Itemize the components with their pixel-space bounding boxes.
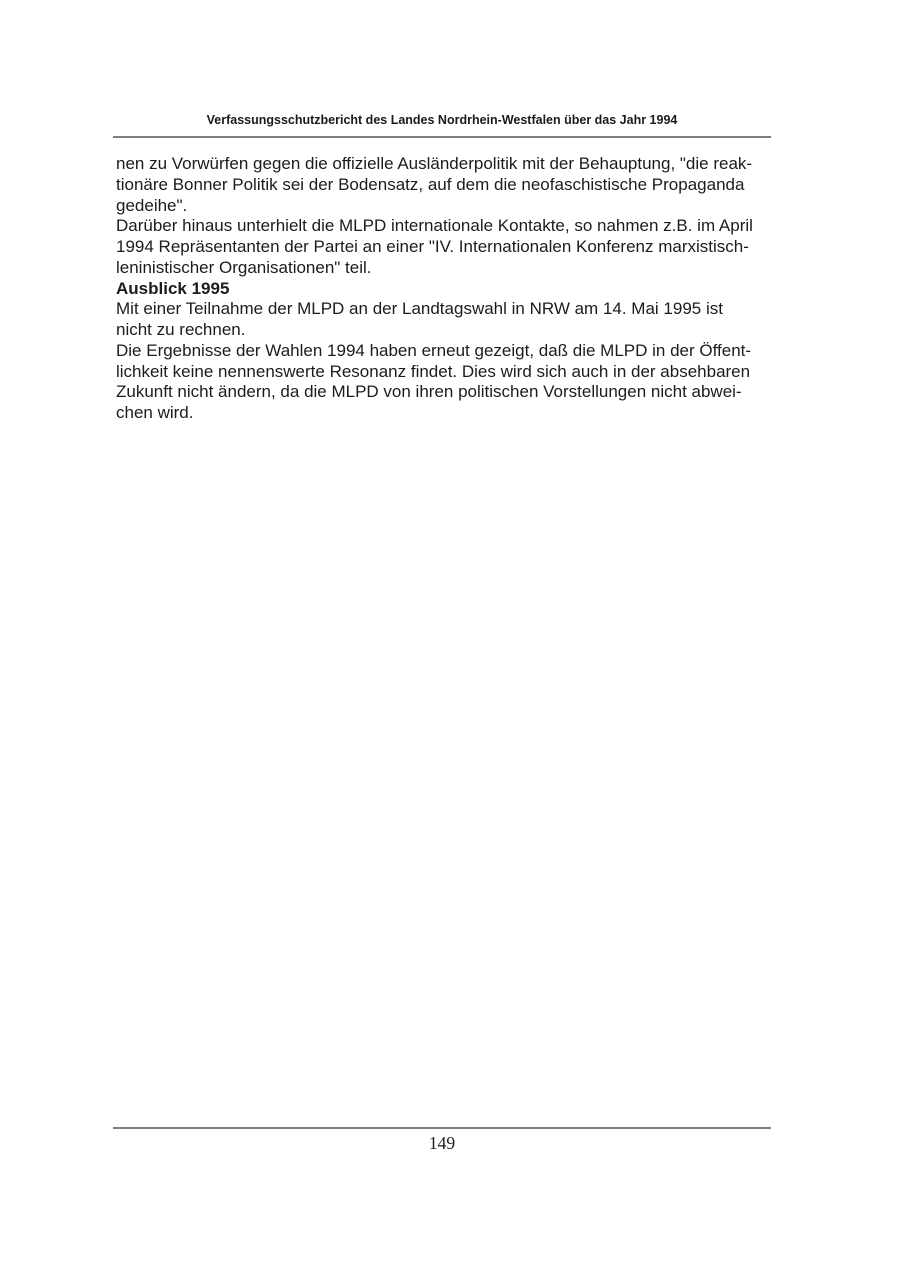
footer-rule bbox=[113, 1127, 771, 1129]
text-line: gedeihe". bbox=[116, 195, 188, 215]
text-line: Zukunft nicht ändern, da die MLPD von ihren politischen Vorstellungen nicht abwei- bbox=[116, 382, 742, 402]
text-line: chen wird. bbox=[116, 403, 194, 422]
page-number: 149 bbox=[428, 1133, 456, 1153]
body-text bbox=[116, 154, 786, 424]
text-line: Darüber hinaus unterhielt die MLPD internationale Kontakte, so nahmen z.B. im April bbox=[116, 216, 753, 236]
text-line: tionäre Bonner Politik sei der Bodensatz, auf dem die neofaschistische Propaganda bbox=[116, 174, 745, 194]
text-line: lichkeit keine nennenswerte Resonanz findet. Dies wird sich auch in der absehbaren bbox=[116, 361, 751, 381]
section-heading-ausblick-1995: Ausblick 1995 bbox=[116, 278, 230, 298]
text-line: nicht zu rechnen. bbox=[116, 320, 246, 339]
text-line: Die Ergebnisse der Wahlen 1994 haben erneut gezeigt, daß die MLPD in der Öffent- bbox=[116, 340, 752, 360]
header-rule bbox=[113, 136, 771, 138]
text-line: leninistischer Organisationen" teil. bbox=[116, 257, 372, 277]
text-line: 1994 Repräsentanten der Partei an einer "IV. Internationalen Konferenz marxistisch- bbox=[116, 237, 749, 256]
text-line: nen zu Vorwürfen gegen die offizielle Ausländerpolitik mit der Behauptung, "die reak- bbox=[116, 154, 753, 173]
page-header-title: Verfassungsschutzbericht des Landes Nordrhein-Westfalen über das Jahr 1994 bbox=[206, 113, 678, 127]
text-line: Mit einer Teilnahme der MLPD an der Landtagswahl in NRW am 14. Mai 1995 ist bbox=[116, 299, 723, 319]
